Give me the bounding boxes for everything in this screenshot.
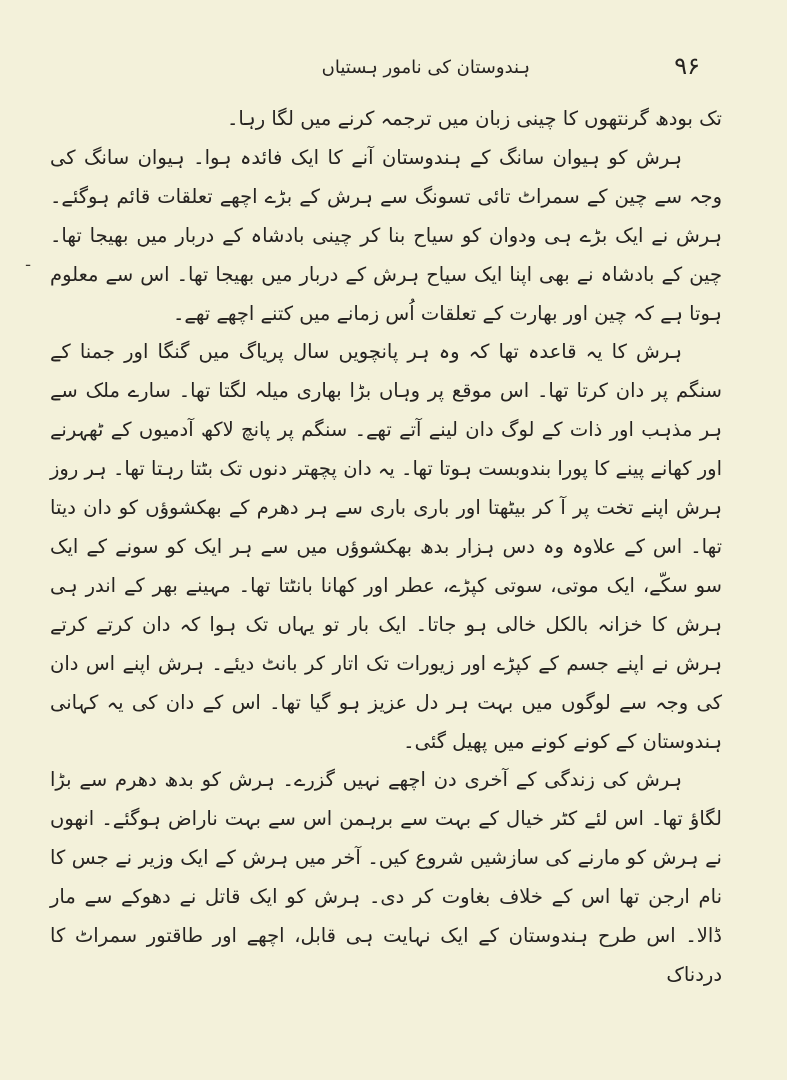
paragraph-2: ہرش کو ہیوان سانگ کے ہندوستان آنے کا ایک فائدہ ہوا۔ ہیوان سانگ کی وجہ سے چین کے سمراٹ تائی تسونگ سے ہرش کے بڑے اچھے تعلقات قائم ہوگئے۔ ہرش نے ایک بڑے ہی ودوان کو سیاح بنا کر چینی بادشاہ کے دربار میں بھیجا تھا۔ چین کے بادشاہ نے بھی اپنا ایک سیاح ہرش کے دربار میں بھیجا تھا۔ اس سے معلوم ہوتا ہے کہ چین اور بھارت کے تعلقات اُس زمانے میں کتنے اچھے تھے۔ xyxy=(50,145,722,325)
running-header xyxy=(80,50,710,86)
page-number: ۹۶ xyxy=(674,52,700,80)
running-header-title: ہندوستان کی نامور ہستیاں xyxy=(321,57,530,78)
paragraph-3: ہرش کا یہ قاعدہ تھا کہ وہ ہر پانچویں سال پریاگ میں گنگا اور جمنا کے سنگم پر دان کرتا تھا۔ اس موقع پر وہاں بڑا بھاری میلہ لگتا تھا۔ سارے ملک سے ہر مذہب اور ذات کے لوگ دان لینے آتے تھے۔ سنگم پر پانچ لاکھ آدمیوں کے ٹھہرنے اور کھانے پینے کا پورا بندوبست ہوتا تھا۔ یہ دان پچھتر دنوں تک بٹتا رہتا تھا۔ ہر روز ہرش اپنے تخت پر آ کر بیٹھتا اور باری باری سے ہر دھرم کے بھکشوؤں کو دان دیتا تھا۔ اس کے علاوہ وہ دس ہزار بدھ بھکشوؤں میں سے ہر ایک کو سونے کے ایک سو سکّے، ایک موتی، سوتی کپڑے، عطر اور کھانا بانٹتا تھا۔ مہینے بھر کے اندر ہی ہرش کا خزانہ بالکل خالی ہو جاتا۔ ایک بار تو یہاں تک ہوا کہ دان کرتے کرتے ہرش نے اپنے جسم کے کپڑے اور زیورات تک اتار کر بانٹ دیئے۔ ہرش اپنے اس دان کی وجہ سے لوگوں میں بہت ہر دل عزیز ہو گیا تھا۔ اس کے دان کی یہ کہانی ہندوستان کے کونے کونے میں پھیل گئی۔ xyxy=(50,340,722,753)
margin-mark: ـ xyxy=(26,254,31,270)
page-body xyxy=(50,100,722,995)
paragraph-4: ہرش کی زندگی کے آخری دن اچھے نہیں گزرے۔ ہرش کو بدھ دھرم سے بڑا لگاؤ تھا۔ اس لئے کٹر خیال کے بہت سے برہمن اس سے بہت ناراض ہوگئے۔ انھوں نے ہرش کو مارنے کی سازشیں شروع کیں۔ آخر میں ہرش کے ایک وزیر نے جس کا نام ارجن تھا اس کے خلاف بغاوت کر دی۔ ہرش کو ایک قاتل نے دھوکے سے مار ڈالا۔ اس طرح ہندوستان کے ایک نہایت ہی قابل، اچھے اور طاقتور سمراٹ کا دردناک xyxy=(50,768,722,986)
paragraph-1: تک بودھ گرنتھوں کا چینی زبان میں ترجمہ کرنے میں لگا رہا۔ xyxy=(226,107,722,130)
